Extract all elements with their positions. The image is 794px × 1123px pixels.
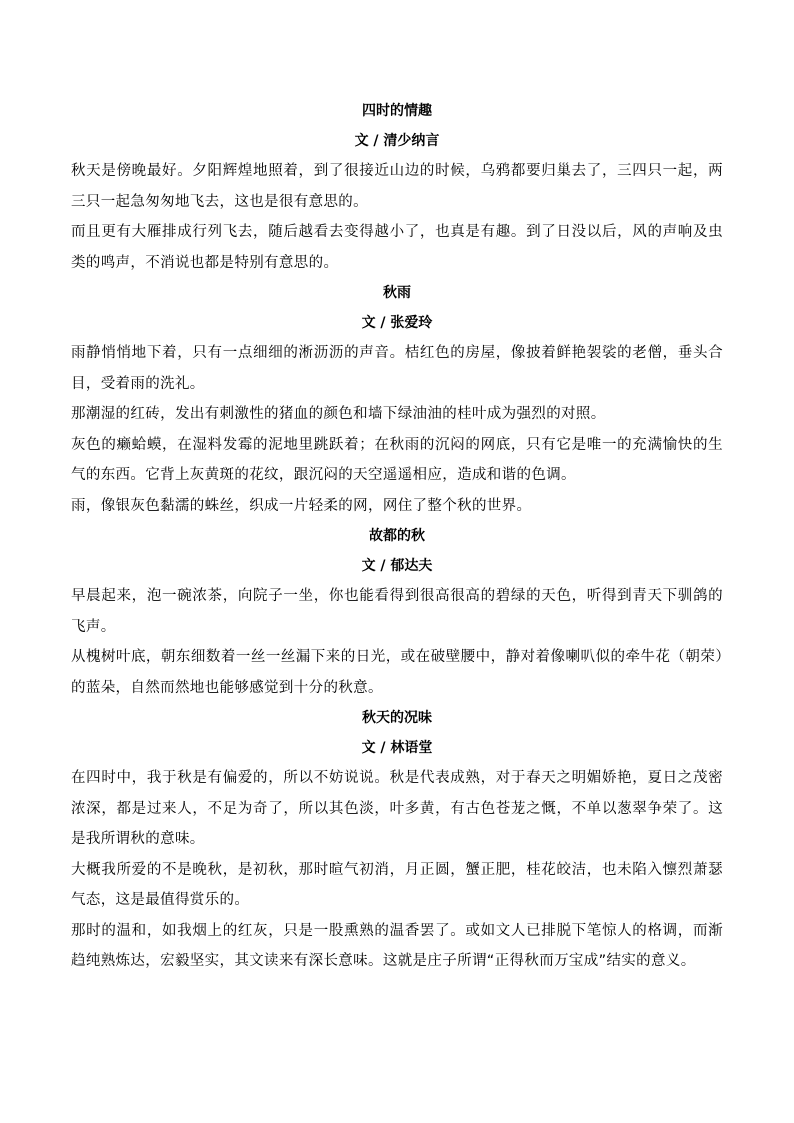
essay-paragraph: 大概我所爱的不是晚秋，是初秋，那时暄气初消，月正圆，蟹正肥，桂花皎洁，也未陷入懔烈萧瑟气态，这是最值得赏乐的。 — [71, 861, 723, 908]
essay-byline: 文 / 林语堂 — [361, 740, 433, 756]
essay-paragraph: 那时的温和，如我烟上的红灰，只是一股熏熟的温香罢了。或如文人已排脱下笔惊人的格调，而渐趋纯熟炼达，宏毅坚实，其文读来有深长意味。这就是庄子所谓“正得秋而万宝成”结实的意义。 — [71, 922, 723, 969]
essay-paragraph: 雨，像银灰色黏濡的蛛丝，织成一片轻柔的网，网住了整个秋的世界。 — [71, 497, 532, 514]
essay-paragraph: 早晨起来，泡一碗浓茶，向院子一坐，你也能看得到很高很高的碧绿的天色，听得到青天下驯鸽的飞声。 — [71, 588, 723, 635]
essay-paragraph: 灰色的癞蛤蟆，在湿料发霉的泥地里跳跃着；在秋雨的沉闷的网底，只有它是唯一的充满愉快的生气的东西。它背上灰黄斑的花纹，跟沉闷的天空遥遥相应，造成和谐的色调。 — [71, 436, 723, 483]
essay-byline: 文 / 清少纳言 — [354, 133, 440, 149]
essay-title: 秋雨 — [383, 285, 411, 301]
document-page — [71, 96, 723, 977]
essay-paragraph: 那潮湿的红砖，发出有刺激性的猪血的颜色和墙下绿油油的桂叶成为强烈的对照。 — [71, 406, 606, 422]
essay-byline: 文 / 郁达夫 — [361, 558, 433, 574]
essay-paragraph: 从槐树叶底，朝东细数着一丝一丝漏下来的日光，或在破壁腰中，静对着像喇叭似的牵牛花（朝荣）的蓝朵，自然而然地也能够感觉到十分的秋意。 — [71, 649, 723, 696]
essay-title: 秋天的况味 — [362, 710, 432, 726]
essay-byline: 文 / 张爱玲 — [361, 315, 433, 331]
essay-title: 故都的秋 — [369, 528, 425, 544]
essay-paragraph: 而且更有大雁排成行列飞去，随后越看去变得越小了，也真是有趣。到了日没以后，风的声响及虫类的鸣声，不消说也都是特别有意思的。 — [71, 224, 723, 271]
essay-paragraph: 雨静悄悄地下着，只有一点细细的淅沥沥的声音。桔红色的房屋，像披着鲜艳袈裟的老僧，垂头合目，受着雨的洗礼。 — [71, 345, 723, 392]
essay-paragraph: 在四时中，我于秋是有偏爱的，所以不妨说说。秋是代表成熟，对于春天之明媚娇艳，夏日之茂密浓深，都是过来人，不足为奇了，所以其色淡，叶多黄，有古色苍茏之慨，不单以葱翠争荣了。这是我所谓秋的意味。 — [71, 770, 723, 847]
essay-section — [71, 96, 723, 278]
essay-section — [71, 703, 723, 977]
essay-section — [71, 521, 723, 703]
essay-paragraph: 秋天是傍晚最好。夕阳辉煌地照着，到了很接近山边的时候，乌鸦都要归巢去了，三四只一起，两三只一起急匆匆地飞去，这也是很有意思的。 — [71, 163, 723, 210]
essay-section — [71, 278, 723, 521]
essay-title: 四时的情趣 — [362, 103, 432, 119]
